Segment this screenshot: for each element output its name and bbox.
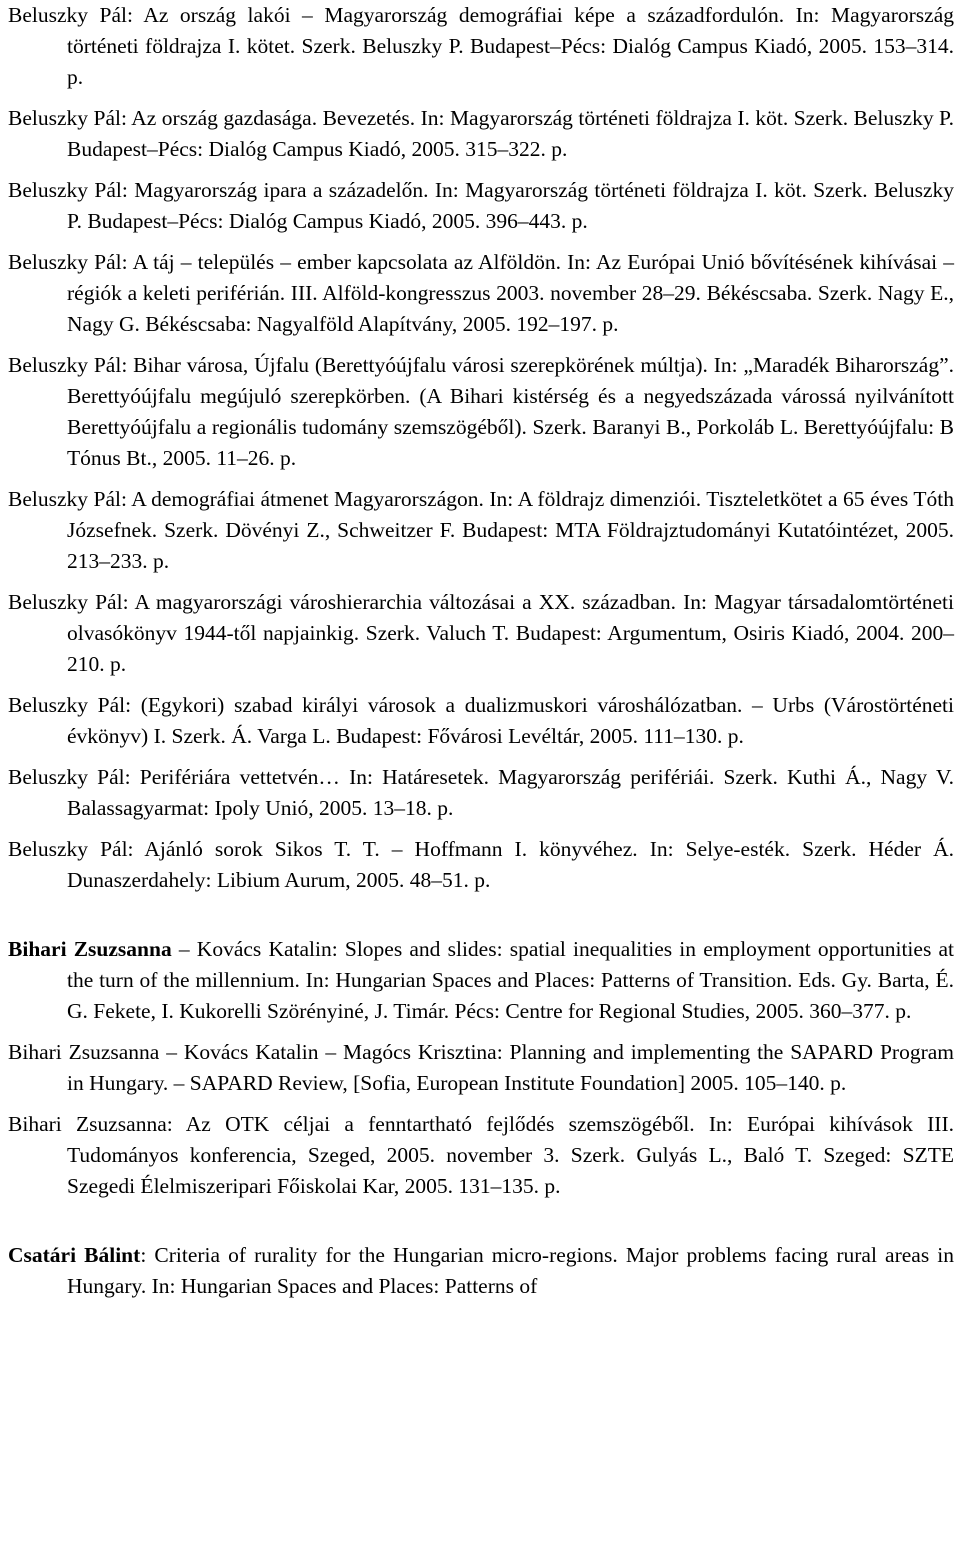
author-name: Bihari Zsuzsanna — [8, 937, 172, 961]
bibliography-entry: Bihari Zsuzsanna: Az OTK céljai a fenntartható fejlődés szemszögéből. In: Európai kihívások III. Tudományos konferencia, Szeged, 2005. november 3. Szerk. Gulyás L., Baló T. Szeged: SZTE Szegedi Élelmiszeripari Főiskolai Kar, 2005. 131–135. p. — [8, 1112, 954, 1198]
bibliography-entry: Beluszky Pál: Magyarország ipara a századelőn. In: Magyarország történeti földrajza I. köt. Szerk. Beluszky P. Budapest–Pécs: Dialóg Campus Kiadó, 2005. 396–443. p. — [8, 178, 954, 233]
bibliography-entry: Beluszky Pál: Perifériára vettetvén… In: Határesetek. Magyarország perifériái. Szerk. Kuthi Á., Nagy V. Balassagyarmat: Ipoly Unió, 2005. 13–18. p. — [8, 765, 954, 820]
bibliography-entry: Beluszky Pál: Bihar városa, Újfalu (Berettyóújfalu városi szerepkörének múltja). In: „Maradék Biharország”. Berettyóújfalu megújuló szerepkörben. (A Bihari kistérség és a negyedszázada várossá nyilvánított Berettyóújfalu a regionális tudomány szemszögéből). Szerk. Baranyi B., Porkoláb L. Berettyóújfalu: B Tónus Bt., 2005. 11–26. p. — [8, 353, 954, 470]
bibliography-entry: Beluszky Pál: A táj – település – ember kapcsolata az Alföldön. In: Az Európai Unió bővítésének kihívásai – régiók a keleti periférián. III. Alföld-kongresszus 2003. november 28–29. Békéscsaba. Szerk. Nagy E., Nagy G. Békéscsaba: Nagyalföld Alapítvány, 2005. 192–197. p. — [8, 250, 954, 336]
entry-text: : Criteria of rurality for the Hungarian micro-regions. Major problems facing rural areas in Hungary. In: Hungarian Spaces and Places: Patterns of — [67, 1243, 954, 1298]
bibliography-entry: Bihari Zsuzsanna – Kovács Katalin – Magócs Krisztina: Planning and implementing the SAPARD Program in Hungary. – SAPARD Review, [Sofia, European Institute Foundation] 2005. 105–140. p. — [8, 1040, 954, 1095]
bibliography-entry: Beluszky Pál: Ajánló sorok Sikos T. T. – Hoffmann I. könyvéhez. In: Selye-esték. Szerk. Héder Á. Dunaszerdahely: Libium Aurum, 2005. 48–51. p. — [8, 837, 954, 892]
bibliography-entry: Beluszky Pál: Az ország gazdasága. Bevezetés. In: Magyarország történeti földrajza I. köt. Szerk. Beluszky P. Budapest–Pécs: Dialóg Campus Kiadó, 2005. 315–322. p. — [8, 106, 954, 161]
bibliography-entry: Beluszky Pál: Az ország lakói – Magyarország demográfiai képe a századfordulón. In: Magyarország történeti földrajza I. kötet. Szerk. Beluszky P. Budapest–Pécs: Dialóg Campus Kiadó, 2005. 153–314. p. — [8, 3, 954, 89]
author-name: Csatári Bálint — [8, 1243, 141, 1267]
bibliography-entry: Beluszky Pál: A demográfiai átmenet Magyarországon. In: A földrajz dimenziói. Tiszteletkötet a 65 éves Tóth Józsefnek. Szerk. Dövényi Z., Schweitzer F. Budapest: MTA Földrajztudományi Kutatóintézet, 2005. 213–233. p. — [8, 487, 954, 573]
entry-text: – Kovács Katalin: Slopes and slides: spatial inequalities in employment opportunities at the turn of the millennium. In: Hungarian Spaces and Places: Patterns of Transition. Eds. Gy. Barta, É. G. Fekete, I. Kukorelli Szörényiné, J. Timár. Pécs: Centre for Regional Studies, 2005. 360–377. p. — [67, 937, 954, 1023]
bibliography-entry: Beluszky Pál: A magyarországi városhierarchia változásai a XX. században. In: Magyar társadalomtörténeti olvasókönyv 1944-től napjainkig. Szerk. Valuch T. Budapest: Argumentum, Osiris Kiadó, 2004. 200–210. p. — [8, 590, 954, 676]
bibliography-entry: Beluszky Pál: (Egykori) szabad királyi városok a dualizmuskori városhálózatban. – Urbs (Várostörténeti évkönyv) I. Szerk. Á. Varga L. Budapest: Fővárosi Levéltár, 2005. 111–130. p. — [8, 693, 954, 748]
bibliography-entry — [8, 1240, 954, 1302]
bibliography-entry — [8, 934, 954, 1027]
